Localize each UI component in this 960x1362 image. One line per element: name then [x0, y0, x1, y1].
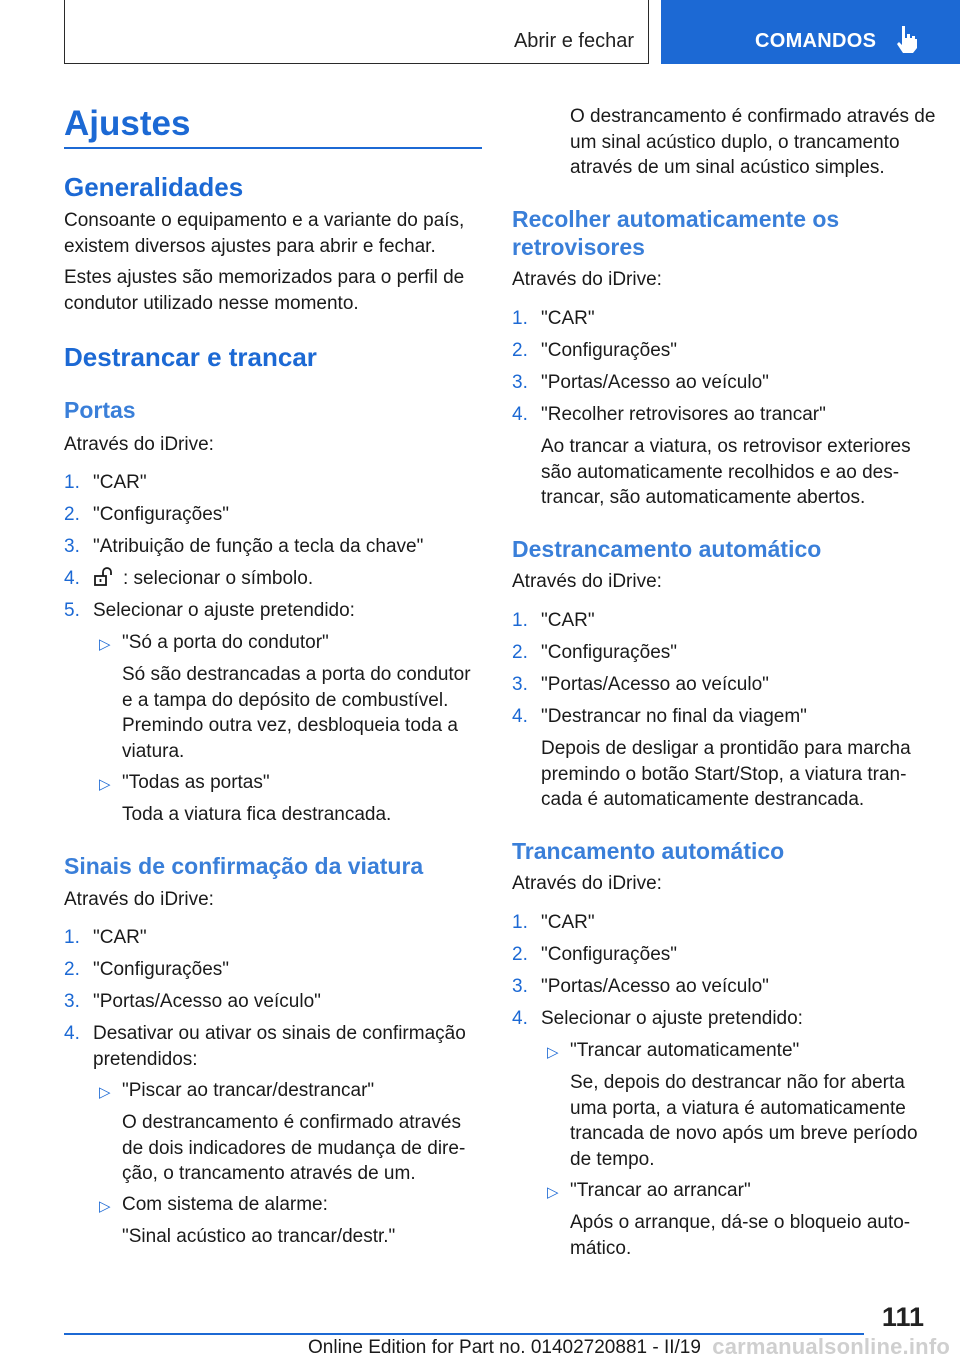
list-text: "CAR": [93, 927, 147, 948]
unlock-key-icon: [93, 567, 117, 587]
list-number: 2.: [64, 959, 80, 980]
bullet-label: Com sistema de alarme:: [122, 1194, 328, 1215]
page-title: Ajustes: [64, 104, 191, 143]
list-text: "Configurações": [93, 504, 230, 525]
intro-text: Através do iDrive:: [64, 434, 214, 455]
bullet-description: Toda a viatura fica destrancada.: [122, 804, 392, 825]
triangle-right-icon: ▷: [99, 776, 111, 793]
bullet-description: Se, depois do destrancar não for aberta uma porta, a viatura é automaticamente trancada de novo após um breve período de tempo.: [570, 1072, 918, 1170]
list-number: 4.: [512, 1008, 528, 1029]
bullet-label: "Trancar automaticamente": [570, 1040, 800, 1061]
list-item-description: Ao trancar a viatura, os retrovisor exteriores são automaticamente recolhidos e ao des-trancar, são automaticamente abertos.: [541, 436, 911, 508]
list-number: 4.: [512, 706, 528, 727]
list-number: 4.: [64, 568, 80, 589]
list-text: "Portas/Acesso ao veículo": [541, 976, 769, 997]
list-text: Selecionar o ajuste pretendido:: [93, 600, 355, 621]
list-number: 3.: [64, 536, 80, 557]
header-section-tab: [64, 0, 649, 64]
header-section-label: Abrir e fechar: [513, 30, 634, 52]
list-text: "CAR": [93, 472, 147, 493]
header-chapter-label: COMANDOS: [755, 30, 877, 52]
intro-text: Através do iDrive:: [64, 889, 214, 910]
list-number: 2.: [64, 504, 80, 525]
hand-pointer-icon: [893, 24, 919, 54]
title-rule: [64, 147, 482, 149]
footer-watermark: carmanualsonline.info: [712, 1334, 950, 1359]
list-number: 3.: [512, 976, 528, 997]
triangle-right-icon: ▷: [547, 1044, 559, 1061]
footer-edition: Online Edition for Part no. 01402720881 - II/19: [308, 1337, 701, 1358]
page-number: 111: [881, 1302, 924, 1332]
list-text: "Configurações": [93, 959, 230, 980]
triangle-right-icon: ▷: [547, 1184, 559, 1201]
list-text: "Portas/Acesso ao veículo": [541, 674, 769, 695]
triangle-right-icon: ▷: [99, 1198, 111, 1215]
list-text: "CAR": [541, 912, 595, 933]
bullet-description: Após o arranque, dá-se o bloqueio auto-mático.: [570, 1212, 911, 1259]
bullet-description-continued: O destrancamento é confirmado através de um sinal acústico duplo, o trancamento através de um sinal acústico simples.: [570, 106, 936, 178]
list-number: 3.: [512, 372, 528, 393]
list-number: 3.: [64, 991, 80, 1012]
heading-recolher: Recolher automaticamente os retrovisores: [512, 206, 840, 260]
list-number: 2.: [512, 642, 528, 663]
list-text: "CAR": [541, 610, 595, 631]
list-text: "Atribuição de função a tecla da chave": [93, 536, 424, 557]
list-text: "Configurações": [541, 944, 678, 965]
list-number: 3.: [512, 674, 528, 695]
bullet-description: Só são destrancadas a porta do condutor e a tampa do depósito de combustível. Premindo outra vez, desbloqueia toda a viatura.: [122, 664, 471, 762]
list-text: "Portas/Acesso ao veículo": [93, 991, 321, 1012]
list-number: 4.: [512, 404, 528, 425]
paragraph: Estes ajustes são memorizados para o perfil de condutor utilizado nesse momento.: [64, 267, 465, 314]
heading-sinais: Sinais de confirmação da viatura: [64, 853, 424, 879]
heading-trancamento-automatico: Trancamento automático: [512, 838, 785, 864]
triangle-right-icon: ▷: [99, 636, 111, 653]
bullet-label: "Só a porta do condutor": [122, 632, 329, 653]
list-number: 1.: [64, 927, 80, 948]
heading-portas: Portas: [64, 397, 136, 423]
list-number: 5.: [64, 600, 80, 621]
heading-destrancamento-automatico: Destrancamento automático: [512, 536, 822, 562]
list-text: Selecionar o ajuste pretendido:: [541, 1008, 803, 1029]
list-text-with-icon: [93, 566, 482, 592]
list-text: "Destrancar no final da viagem": [541, 706, 807, 727]
bullet-label: "Trancar ao arrancar": [570, 1180, 751, 1201]
bullet-description: "Sinal acústico ao trancar/destr.": [122, 1226, 396, 1247]
list-number: 4.: [64, 1023, 80, 1044]
list-number: 1.: [64, 472, 80, 493]
bullet-description: O destrancamento é confirmado através de dois indicadores de mudança de dire-ção, o trancamento através de um.: [122, 1112, 466, 1184]
list-text: "CAR": [541, 308, 595, 329]
list-item-description: Depois de desligar a prontidão para marcha premindo o botão Start/Stop, a viatura tran-cada é automaticamente destrancada.: [541, 738, 911, 810]
list-number: 2.: [512, 944, 528, 965]
triangle-right-icon: ▷: [99, 1084, 111, 1101]
list-text: "Portas/Acesso ao veículo": [541, 372, 769, 393]
header-chapter-tab: [661, 0, 960, 64]
list-text: "Recolher retrovisores ao trancar": [541, 404, 826, 425]
list-number: 1.: [512, 308, 528, 329]
heading-destrancar: Destrancar e trancar: [64, 342, 317, 372]
bullet-label: "Piscar ao trancar/destrancar": [122, 1080, 375, 1101]
list-text: Desativar ou ativar os sinais de confirmação pretendidos:: [93, 1023, 466, 1070]
list-number: 1.: [512, 912, 528, 933]
list-number: 1.: [512, 610, 528, 631]
list-text: : selecionar o símbolo.: [123, 568, 314, 589]
bullet-label: "Todas as portas": [122, 772, 270, 793]
heading-generalidades: Generalidades: [64, 172, 244, 202]
intro-text: Através do iDrive:: [512, 873, 662, 894]
intro-text: Através do iDrive:: [512, 571, 662, 592]
list-text: "Configurações": [541, 642, 678, 663]
intro-text: Através do iDrive:: [512, 269, 662, 290]
list-text: "Configurações": [541, 340, 678, 361]
paragraph: Consoante o equipamento e a variante do país, existem diversos ajustes para abrir e fechar.: [64, 210, 465, 257]
list-number: 2.: [512, 340, 528, 361]
